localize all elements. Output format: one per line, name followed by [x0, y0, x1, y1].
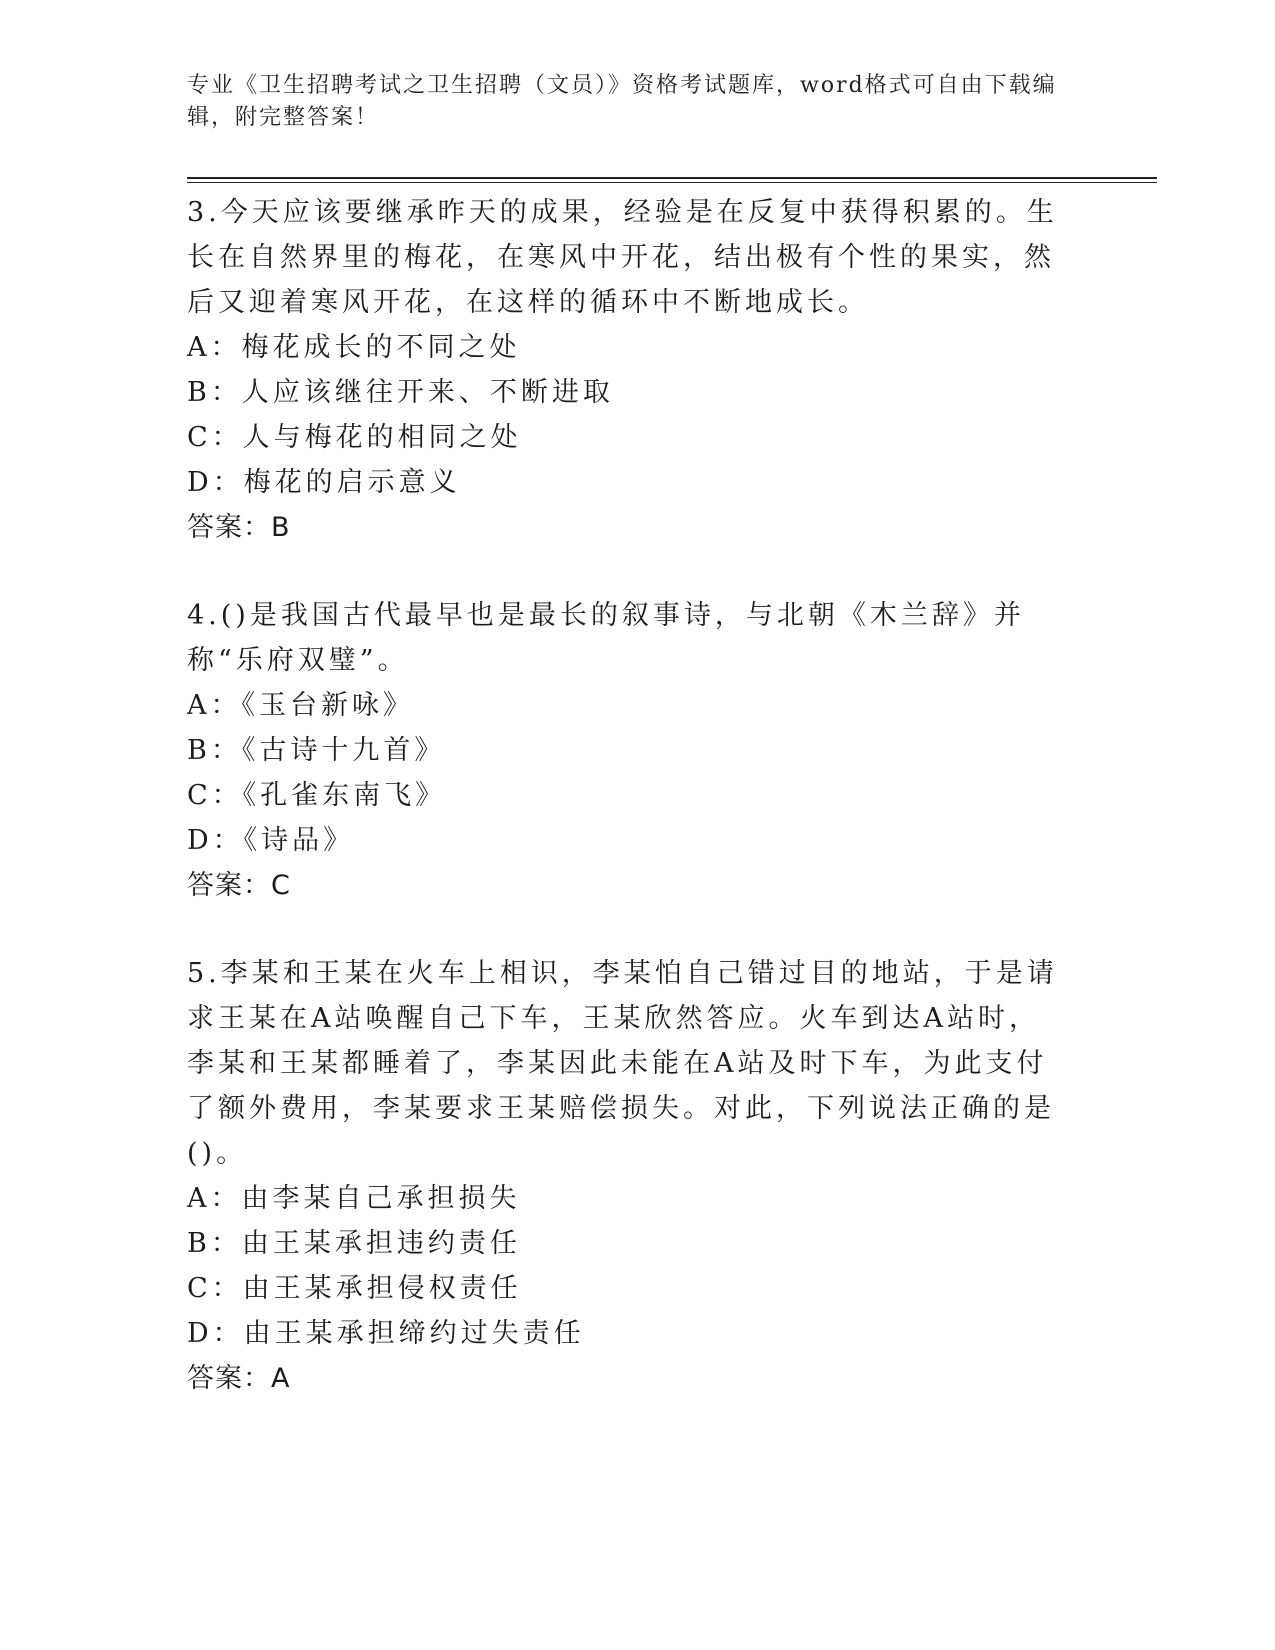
option-b: B：人应该继往开来、不断进取: [187, 377, 614, 408]
question-stem: 3.今天应该要继承昨天的成果，经验是在反复中获得积累的。生长在自然界里的梅花，在寒风中开花，结出极有个性的果实，然后又迎着寒风开花，在这样的循环中不断地成长。: [187, 197, 1058, 318]
header-divider: [187, 177, 1157, 179]
option-d: D：由王某承担缔约过失责任: [187, 1318, 585, 1349]
header-divider-thin: [187, 182, 1157, 183]
question-list: [187, 190, 1067, 1444]
option-b: B：《古诗十九首》: [187, 735, 446, 766]
option-a: A：由李某自己承担损失: [187, 1183, 521, 1214]
option-c: C：人与梅花的相同之处: [187, 422, 522, 453]
option-a: A：梅花成长的不同之处: [187, 332, 521, 363]
option-c: C：由王某承担侵权责任: [187, 1273, 522, 1304]
question-stem: 4.()是我国古代最早也是最长的叙事诗，与北朝《木兰辞》并称“乐府双璧”。: [187, 600, 1025, 676]
document-intro: 专业《卫生招聘考试之卫生招聘（文员）》资格考试题库，word格式可自由下载编辑，附完整答案！: [187, 73, 1057, 130]
question-5: [187, 951, 1067, 1402]
option-b: B：由王某承担违约责任: [187, 1228, 521, 1259]
answer-line: 答案：A: [187, 1363, 291, 1394]
option-d: D：《诗品》: [187, 825, 355, 856]
option-c: C：《孔雀东南飞》: [187, 780, 447, 811]
question-stem: 5.李某和王某在火车上相识，李某怕自己错过目的地站，于是请求王某在A站唤醒自己下车，王某欣然答应。火车到达A站时，李某和王某都睡着了，李某因此未能在A站及时下车，为此支付了额外费用，李某要求王某赔偿损失。对此，下列说法正确的是()。: [187, 958, 1058, 1169]
answer-line: 答案：C: [187, 870, 291, 901]
option-d: D：梅花的启示意义: [187, 467, 461, 498]
answer-line: 答案：B: [187, 512, 291, 543]
option-a: A：《玉台新咏》: [187, 690, 414, 721]
question-3: [187, 190, 1067, 551]
question-4: [187, 593, 1067, 909]
